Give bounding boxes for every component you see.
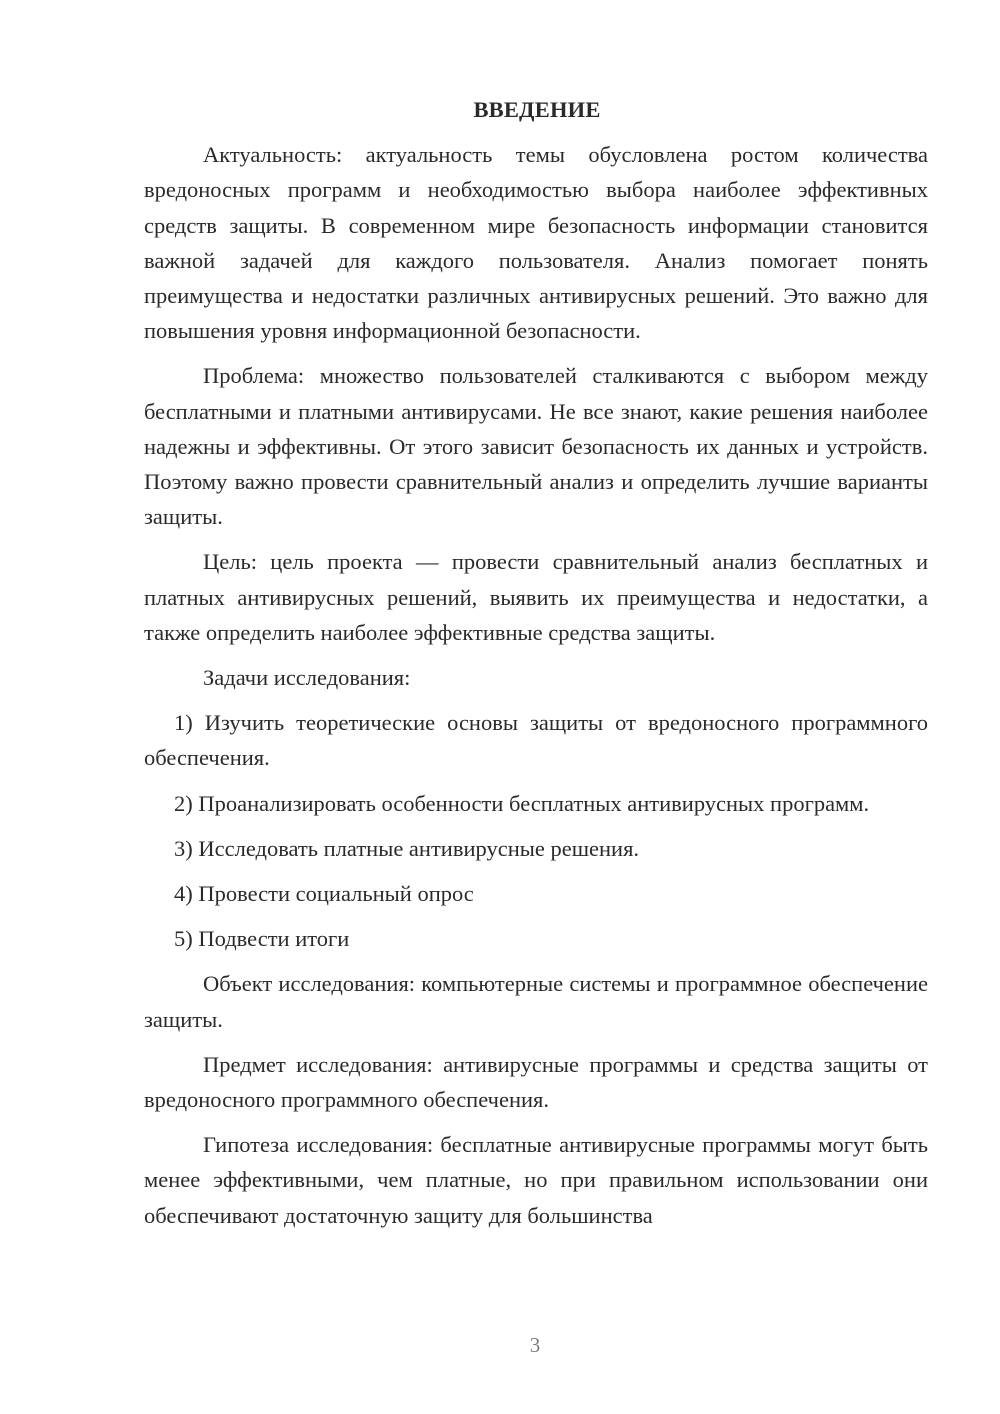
page-title: ВВЕДЕНИЕ [473,97,601,122]
paragraph-subject: Предмет исследования: антивирусные программы и средства защиты от вредоносного программного обеспечения. [144,1051,928,1113]
task-item-2: 2) Проанализировать особенности бесплатных антивирусных программ. [174,790,870,816]
task-item-4: 4) Провести социальный опрос [174,881,474,907]
paragraph-goal: Цель: цель проекта — провести сравнительный анализ бесплатных и платных антивирусных решений, выявить их преимущества и недостатки, а также определить наиболее эффективные средства защиты. [144,549,928,645]
tasks-title: Задачи исследования: [203,665,411,691]
task-item-3: 3) Исследовать платные антивирусные решения. [174,835,640,861]
paragraph-object: Объект исследования: компьютерные системы и программное обеспечение защиты. [144,971,928,1032]
page-content [144,92,928,1243]
paragraph-relevance: Актуальность: актуальность темы обусловлена ростом количества вредоносных программ и необходимостью выбора наиболее эффективных средств защиты. В современном мире безопасность информации становится важной задачей для каждого пользователя. Анализ помогает понять преимущества и недостатки различных антивирусных решений. Это важно для повышения уровня информационной безопасности. [144,142,928,344]
task-item-5: 5) Подвести итоги [174,926,350,952]
task-item-1: 1) Изучить теоретические основы защиты от вредоносного программного обеспечения. [144,710,928,771]
page-number: 3 [529,1333,541,1357]
paragraph-problem: Проблема: множество пользователей сталкиваются с выбором между бесплатными и платными антивирусами. Не все знают, какие решения наиболее надежны и эффективны. От этого зависит безопасность их данных и устройств. Поэтому важно провести сравнительный анализ и определить лучшие варианты защиты. [144,363,928,530]
paragraph-hypothesis: Гипотеза исследования: бесплатные антивирусные программы могут быть менее эффективными, чем платные, но при правильном использовании они обеспечивают достаточную защиту для большинства [144,1132,928,1228]
